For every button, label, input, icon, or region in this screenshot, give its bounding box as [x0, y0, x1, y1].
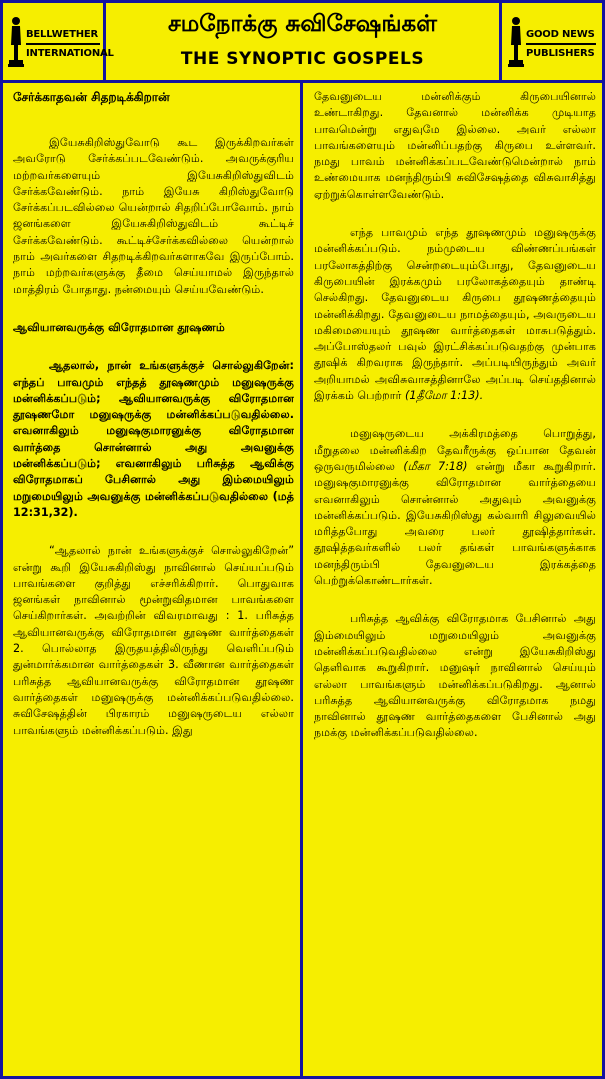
paragraph	[314, 426, 596, 589]
paragraph: இயேசுகிறிஸ்துவோடு கூட இருக்கிறவர்கள் அவரோடு சேர்க்கப்படவேண்டும். அவருக்குரிய மற்றவர்களையும் இயேசுகிறிஸ்துவிடம் சேர்க்கவேண்டும். நாம் இயேசு கிறிஸ்துவோடு சேர்க்கப்படவில்லை யென்றால் சிதறிப்போவோம். நாம் ஜனங்களை இயேசுகிறிஸ்துவிடம் கூட்டிச் சேர்க்கவேண்டும். கூட்டிச்சேர்க்கவில்லை யென்றால் நாம் அவர்களை சிதறடிக்கிறவர்களாகவே இருப்போம். நாம் மற்றவர்களுக்கு தீமை செய்யாமல் இருந்தால் மாத்திரம் போதாது. நன்மையும் செய்யவேண்டும்.	[13, 136, 294, 296]
paragraph-text: எந்த பாவமும் எந்த தூஷணமும் மனுஷருக்கு மன்னிக்கப்படும். நம்முடைய விண்ணப்பங்கள் பரலோகத்திற்கு சென்றடையும்போது, தேவனுடைய கிருபையின் இரக்கமும் பரலோகத்தையும் தாண்டி செல்கிறது. தேவனுடைய கிருபை தூஷணத்தையும் மன்னிக்கிறது. தேவனுடைய நாமத்தையும், அவருடைய மகிமையையும் தூஷண வார்த்தைகள் மாசுபடுத்தும். அப்போஸ்தலர் பவுல் இரட்சிக்கப்படுவதற்கு முன்பாக தூஷிக் கிறவராக இருந்தார். அப்படியிருந்தும் அவர் அறியாமல் அவிசுவாசத்தினாலே அப்படி செய்ததினால் இரக்கம் பெற்றார்	[314, 226, 596, 403]
left-column	[3, 83, 303, 1076]
logo-divider	[26, 43, 100, 45]
bellwether-figure-icon	[8, 15, 24, 67]
title-english: THE SYNOPTIC GOSPELS	[180, 49, 425, 69]
good-news-logo-line2: PUBLISHERS	[526, 48, 595, 59]
bellwether-logo-line1: BELLWETHER	[26, 29, 99, 40]
header	[3, 3, 602, 83]
logo-divider	[526, 43, 596, 45]
scripture-quote: ஆதலால், நான் உங்களுக்குச் சொல்லுகிறேன்: எந்தப் பாவமும் எந்தத் தூஷணமும் மனுஷருக்கு மன்னிக்கப்படும்; ஆவியானவருக்கு விரோதமான தூஷணமோ மனுஷருக்கு மன்னிக்கப்படுவதில்லை. எவனாகிலும் மனுஷகுமாரனுக்கு விரோதமான வார்த்தை சொன்னால் அது அவனுக்கு மன்னிக்கப்படும்; எவனாகிலும் பரிசுத்த ஆவிக்கு விரோதமாகப் பேசினால் அது இம்மையிலும் மறுமையிலும் அவனுக்கு மன்னிக்கப்படுவதில்லை (மத் 12:31,32).	[13, 359, 294, 519]
paragraph: பரிசுத்த ஆவிக்கு விரோதமாக பேசினால் அது இம்மையிலும் மறுமையிலும் அவனுக்கு மன்னிக்கப்படுவதில்லை என்று இயேசுகிறிஸ்து தெளிவாக கூறுகிறார். மனுஷர் நாவினால் செய்யும் எல்லா பாவங்களும் மன்னிக்கப்படுகிறது. ஆனால் பரிசுத்த ஆவியானவருக்கு விரோதமாக நமது நாவினால் தூஷண வார்த்தைகளை பேசினால் அது நமக்கு மன்னிக்கப்படுவதில்லை.	[314, 612, 596, 740]
good-news-logo-line1: GOOD NEWS	[526, 29, 595, 40]
paragraph-text: மனுஷருடைய அக்கிரமத்தை பொறுத்து, மீறுதலை மன்னிக்கிற தேவரீருக்கு ஒப்பான தேவன் ஒருவருமில்லை	[314, 427, 596, 473]
paragraph-text: என்று மீகா கூறுகிறார். மனுஷகுமாரனுக்கு விரோதமான வார்த்தையை எவனாகிலும் சொன்னால் அதுவும் அவனுக்கு மன்னிக்கப்படும். இயேசுகிறிஸ்து கல்வாரி சிலுவையில் மரித்தபோது அவரை பலர் தூஷித்தார்கள். தூஷித்தவர்களில் பலர் தங்கள் பாவங்களுக்காக மனந்திரும்பி தேவனுடைய இரக்கத்தை பெற்றுக்கொண்டார்கள்.	[314, 459, 597, 588]
bellwether-logo	[3, 3, 114, 80]
right-column	[306, 83, 602, 1076]
good-news-logo	[499, 3, 602, 80]
title-area	[106, 3, 499, 80]
scripture-reference: (1தீமோ 1:13).	[405, 389, 484, 403]
good-news-figure-icon	[508, 15, 524, 67]
title-tamil: சமநோக்கு சுவிசேஷங்கள்	[168, 11, 437, 37]
paragraph	[314, 225, 596, 404]
section-heading-gathering: சேர்க்காதவன் சிதறடிக்கிறான்	[13, 90, 170, 104]
section-heading-blasphemy: ஆவியானவருக்கு விரோதமான தூஷணம்	[13, 320, 225, 334]
paragraph: “ஆதலால் நான் உங்களுக்குச் சொல்லுகிறேன்” என்று கூறி இயேசுகிறிஸ்து நாவினால் செய்யப்படும் பாவங்களை குறித்து எச்சரிக்கிறார். பொதுவாக ஜனங்கள் நாவினால் மூன்றுவிதமான பாவங்களை செய்கிறார்கள். அவற்றின் விவரமாவது : 1. பரிசுத்த ஆவியானவருக்கு விரோதமான தூஷண வார்த்தைகள் 2. பொல்லாத இருதயத்திலிருந்து வெளிப்படும் துன்மார்க்கமான வார்த்தைகள் 3. வீணான வார்த்தைகள் பரிசுத்த ஆவியானவருக்கு விரோதமான தூஷண வார்த்தைகள் மனுஷருக்கு மன்னிக்கப்படுவதில்லை. சுவிசேஷத்தின் பிரகாரம் மனுஷருடைய எல்லா பாவங்களும் மன்னிக்கப்படும். இது	[13, 544, 294, 737]
bellwether-logo-line2: INTERNATIONAL	[26, 48, 114, 59]
scripture-reference: (மீகா 7:18)	[403, 459, 468, 473]
paragraph: தேவனுடைய மன்னிக்கும் கிருபையினால் உண்டாகிறது. தேவனால் மன்னிக்க முடியாத பாவமென்று எதுவுமே இல்லை. அவர் எல்லா பாவங்களையும் மன்னிப்பதற்கு கிருபை உள்ளவர். நமது பாவம் மன்னிக்கப்படவேண்டுமென்றால் நாம் உண்மையாக மனந்திரும்பி சுவிசேஷத்தை விசுவாசித்து ஏற்றுக்கொள்ளவேண்டும்.	[314, 90, 596, 201]
